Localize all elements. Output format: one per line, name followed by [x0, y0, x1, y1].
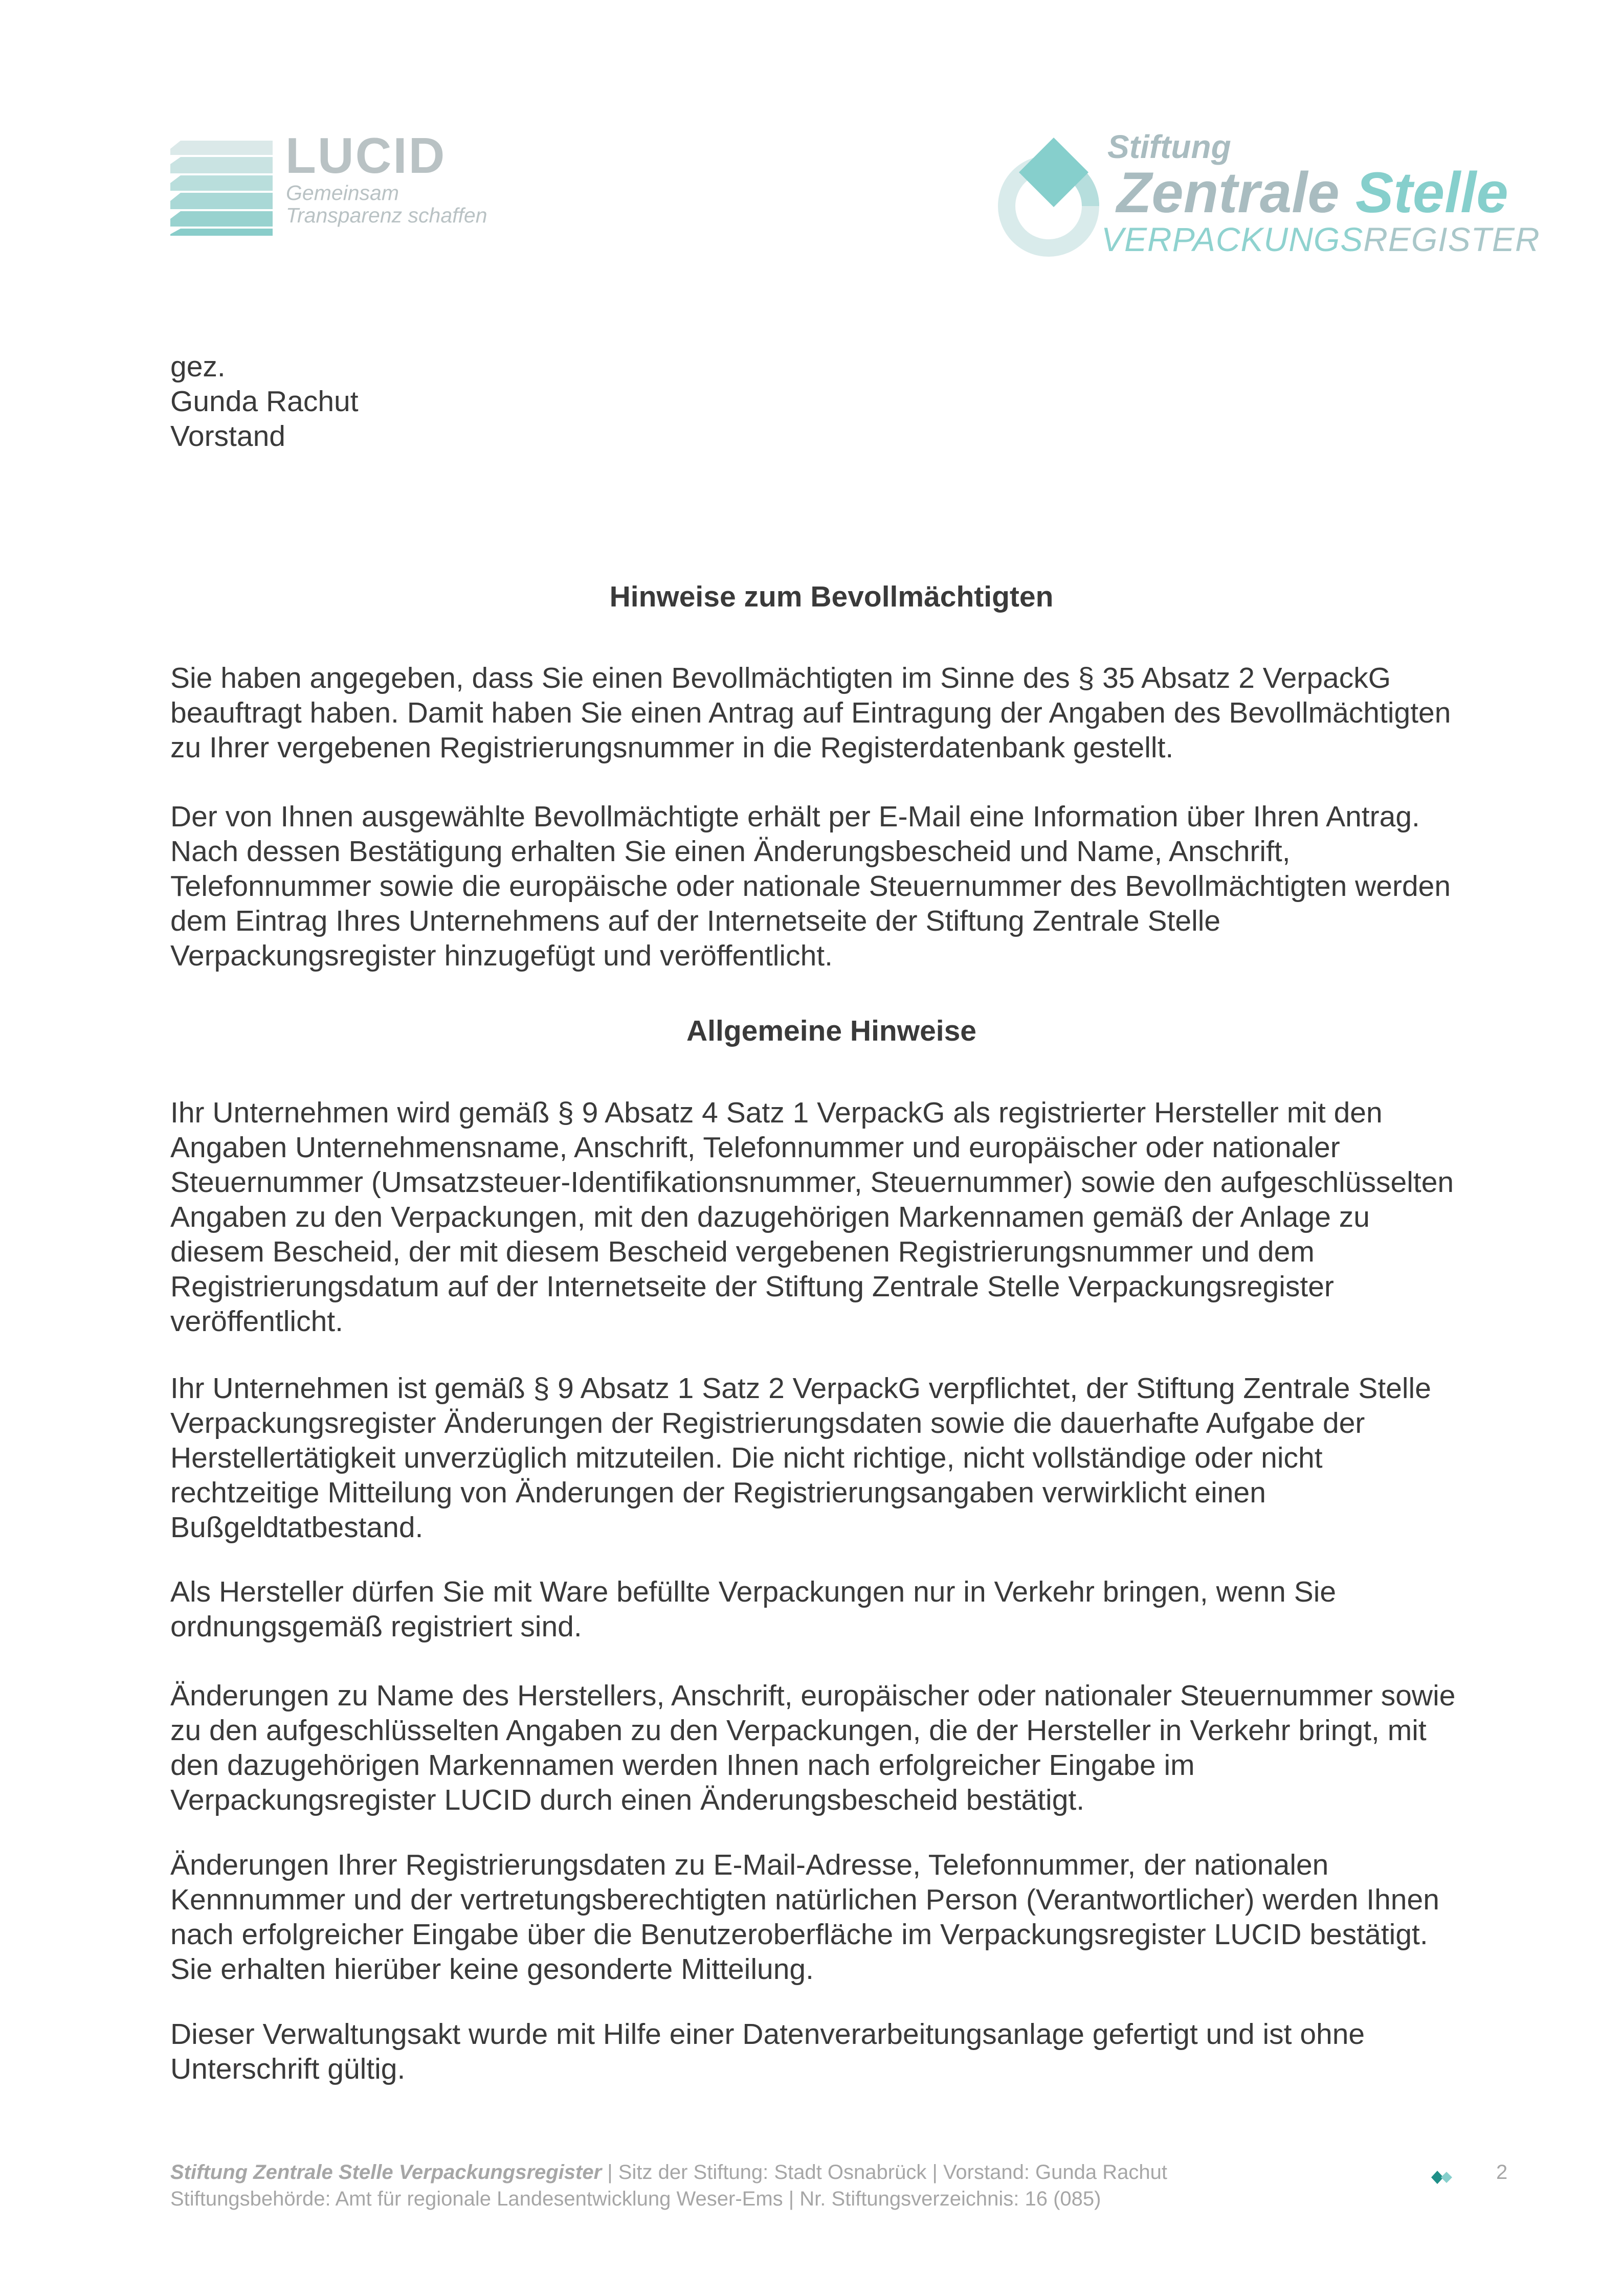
lucid-tagline-line2: Transparenz schaffen [286, 204, 487, 227]
double-diamond-icon [1431, 2170, 1454, 2185]
paragraph-line: ordnungsgemäß registriert sind. [170, 1610, 582, 1643]
paragraph [170, 2017, 1500, 2086]
paragraph-line: Dieser Verwaltungsakt wurde mit Hilfe einer Datenverarbeitungsanlage gefertigt und ist ohne [170, 2018, 1365, 2051]
paragraph-line: den dazugehörigen Markennamen werden Ihnen nach erfolgreicher Eingabe im [170, 1749, 1195, 1782]
paragraph-line: beauftragt haben. Damit haben Sie einen Antrag auf Eintragung der Angaben des Bevollmächtigten [170, 696, 1451, 729]
lucid-tagline-line1: Gemeinsam [286, 181, 399, 205]
paragraph-line: Sie haben angegeben, dass Sie einen Bevollmächtigten im Sinne des § 35 Absatz 2 VerpackG [170, 662, 1391, 694]
paragraph-line: Änderungen Ihrer Registrierungsdaten zu E-Mail-Adresse, Telefonnummer, der nationalen [170, 1849, 1329, 1881]
paragraph-line: Der von Ihnen ausgewählte Bevollmächtigte erhält per E-Mail eine Information über Ihren Antrag. [170, 800, 1420, 833]
layered-stack-icon [170, 134, 273, 237]
lucid-logo [170, 127, 528, 243]
paragraph-line: Nach dessen Bestätigung erhalten Sie einen Änderungsbescheid und Name, Anschrift, [170, 835, 1291, 868]
section-heading-allgemein: Allgemeine Hinweise [686, 1015, 977, 1047]
footer [170, 2159, 1167, 2212]
paragraph-line: Telefonnummer sowie die europäische oder nationale Steuernummer des Bevollmächtigten werden [170, 870, 1451, 903]
footer-line2: Stiftungsbehörde: Amt für regionale Landesentwicklung Weser-Ems | Nr. Stiftungsverzeichnis: 16 (085) [170, 2188, 1101, 2210]
paragraph [170, 661, 1500, 765]
paragraph-line: Änderungen zu Name des Herstellers, Anschrift, europäischer oder nationaler Steuernummer sowie [170, 1679, 1456, 1712]
footer-org: Stiftung Zentrale Stelle Verpackungsregister [170, 2161, 602, 2184]
paragraph-line: nach erfolgreicher Eingabe über die Benutzeroberfläche im Verpackungsregister LUCID bestätigt. [170, 1918, 1428, 1951]
zsvr-line1: Stiftung [1107, 128, 1231, 165]
signature-role: Vorstand [170, 420, 285, 453]
paragraph [170, 1848, 1500, 1987]
zsvr-line2a: Zentrale [1117, 161, 1340, 224]
paragraph-line: rechtzeitige Mitteilung von Änderungen der Registrierungsangaben verwirklicht einen [170, 1476, 1266, 1509]
paragraph-line: Angaben Unternehmensname, Anschrift, Telefonnummer und europäischer oder nationaler [170, 1131, 1340, 1164]
paragraph-line: Verpackungsregister Änderungen der Registrierungsdaten sowie die dauerhafte Aufgabe der [170, 1407, 1365, 1439]
paragraph [170, 1574, 1500, 1644]
paragraph-line: Verpackungsregister LUCID durch einen Änderungsbescheid bestätigt. [170, 1784, 1085, 1816]
paragraph [170, 1678, 1500, 1817]
paragraph-line: Ihr Unternehmen ist gemäß § 9 Absatz 1 Satz 2 VerpackG verpflichtet, der Stiftung Zentrale Stelle [170, 1372, 1431, 1405]
section-heading-bevollmaechtigter: Hinweise zum Bevollmächtigten [609, 580, 1054, 613]
signature-prefix: gez. [170, 350, 226, 383]
paragraph [170, 799, 1500, 973]
paragraph-line: veröffentlicht. [170, 1305, 343, 1338]
paragraph [170, 1095, 1500, 1339]
paragraph-line: Steuernummer (Umsatzsteuer-Identifikationsnummer, Steuernummer) sowie den aufgeschlüsselten [170, 1166, 1454, 1199]
signature-name: Gunda Rachut [170, 385, 359, 418]
paragraph-line: Ihr Unternehmen wird gemäß § 9 Absatz 4 Satz 1 VerpackG als registrierter Hersteller mit den [170, 1096, 1383, 1129]
zsvr-line3b: REGISTER [1363, 220, 1540, 258]
zsvr-line2b: Stelle [1355, 161, 1508, 224]
paragraph-line: zu den aufgeschlüsselten Angaben zu den Verpackungen, die der Hersteller in Verkehr bringt, mit [170, 1714, 1427, 1747]
zsvr-logo [997, 128, 1540, 263]
paragraph-line: dem Eintrag Ihres Unternehmens auf der Internetseite der Stiftung Zentrale Stelle [170, 905, 1221, 937]
circle-diamond-icon [997, 134, 1110, 257]
paragraph-line: Sie erhalten hierüber keine gesonderte Mitteilung. [170, 1953, 814, 1986]
paragraph-line: Angaben zu den Verpackungen, mit den dazugehörigen Markennamen gemäß der Anlage zu [170, 1201, 1370, 1233]
paragraph-line: Registrierungsdatum auf der Internetseite der Stiftung Zentrale Stelle Verpackungsregister [170, 1270, 1334, 1303]
zsvr-line3 [1101, 222, 1540, 256]
paragraph-line: Als Hersteller dürfen Sie mit Ware befüllte Verpackungen nur in Verkehr bringen, wenn Sie [170, 1575, 1337, 1608]
zsvr-line2 [1117, 161, 1508, 224]
footer-line1-rest: | Sitz der Stiftung: Stadt Osnabrück | Vorstand: Gunda Rachut [602, 2161, 1168, 2184]
paragraph-line: Verpackungsregister hinzugefügt und veröffentlicht. [170, 939, 833, 972]
footer-line1 [170, 2159, 1167, 2186]
paragraph-line: Herstellertätigkeit unverzüglich mitzuteilen. Die nicht richtige, nicht vollständige oder nicht [170, 1442, 1323, 1474]
signature-block [170, 349, 359, 454]
paragraph [170, 1371, 1500, 1545]
paragraph-line: diesem Bescheid, der mit diesem Bescheid vergebenen Registrierungsnummer und dem [170, 1235, 1315, 1268]
lucid-wordmark: LUCID [285, 127, 447, 184]
page-number: 2 [1496, 2161, 1508, 2184]
paragraph-line: Kennnummer und der vertretungsberechtigten natürlichen Person (Verantwortlicher) werden Ihnen [170, 1883, 1439, 1916]
paragraph-line: Unterschrift gültig. [170, 2053, 406, 2085]
paragraph-line: Bußgeldtatbestand. [170, 1511, 424, 1544]
paragraph-line: zu Ihrer vergebenen Registrierungsnummer in die Registerdatenbank gestellt. [170, 731, 1174, 764]
zsvr-line3a: VERPACKUNGS [1101, 220, 1364, 258]
